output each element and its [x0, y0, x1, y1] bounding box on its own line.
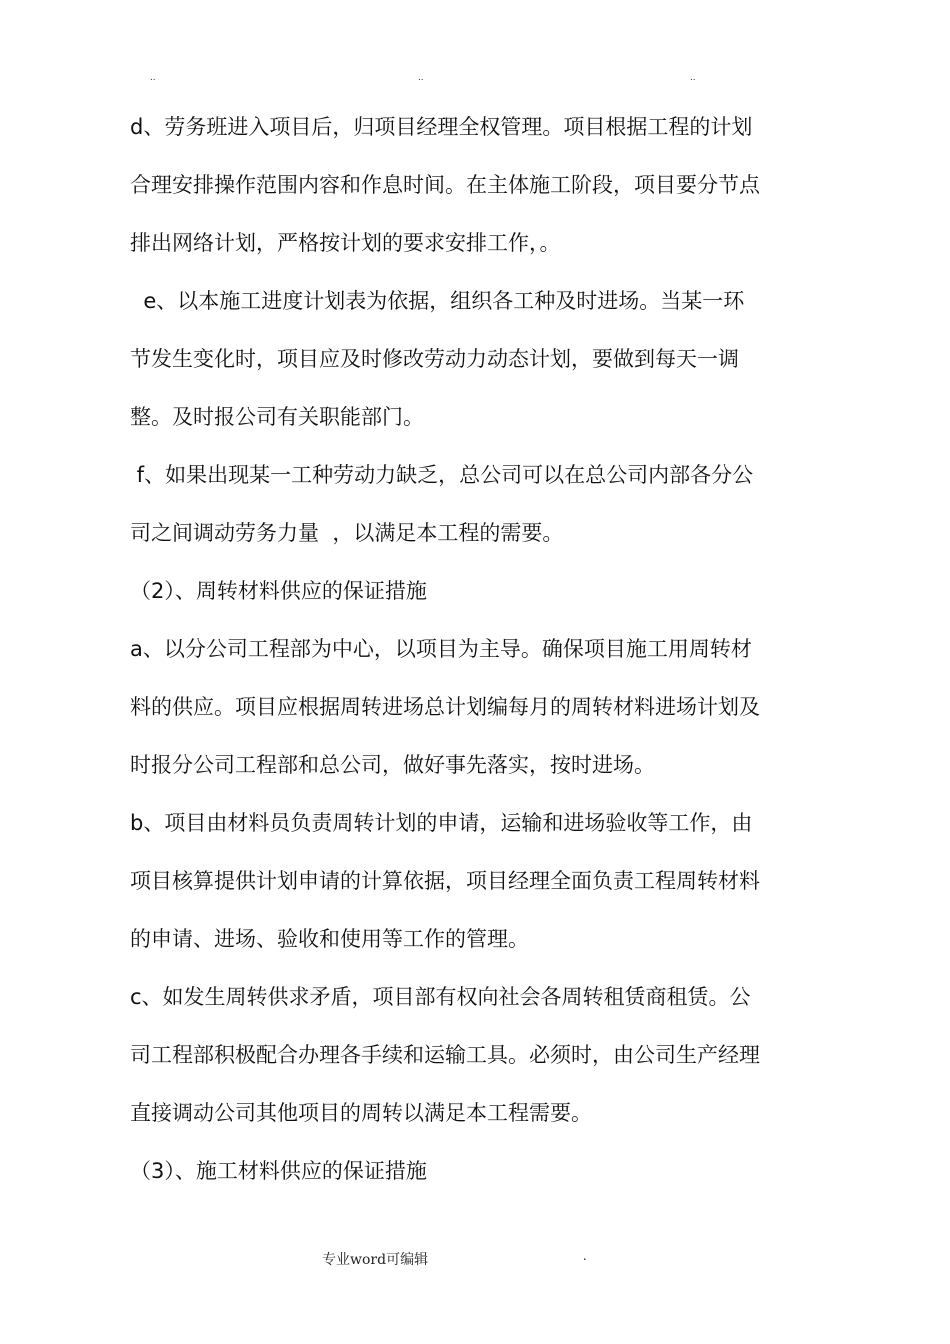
- header-mark-center: ..: [418, 72, 424, 83]
- text-line: 项目核算提供计划申请的计算依据，项目经理全面负责工程周转材料: [130, 869, 760, 893]
- text-line: f、如果出现某一工种劳动力缺乏，总公司可以在总公司内部各分公: [130, 463, 754, 487]
- header-mark-right: ..: [690, 72, 696, 83]
- text-line: 排出网络计划，严格按计划的要求安排工作，。: [130, 231, 561, 255]
- text-line: 直接调动公司其他项目的周转以满足本工程需要。: [130, 1101, 592, 1125]
- section-heading: （3）、施工材料供应的保证措施: [130, 1159, 427, 1183]
- text-line: b、项目由材料员负责周转计划的申请，运输和进场验收等工作，由: [130, 811, 753, 835]
- text-line: c、如发生周转供求矛盾，项目部有权向社会各周转租赁商租赁。公: [130, 985, 751, 1009]
- text-line: 节发生变化时，项目应及时修改劳动力动态计划，要做到每天一调: [130, 347, 739, 371]
- text-line: 的申请、进场、验收和使用等工作的管理。: [130, 927, 529, 951]
- text-line: 整。及时报公司有关职能部门。: [130, 405, 424, 429]
- text-line: d、劳务班进入项目后，归项目经理全权管理。项目根据工程的计划: [130, 115, 753, 139]
- text-line: 司之间调动劳务力量 ，以满足本工程的需要。: [130, 521, 564, 545]
- text-line: 司工程部积极配合办理各手续和运输工具。必须时，由公司生产经理: [130, 1043, 760, 1067]
- text-line: 料的供应。项目应根据周转进场总计划编每月的周转材料进场计划及: [130, 695, 760, 719]
- text-line: 时报分公司工程部和总公司，做好事先落实，按时进场。: [130, 753, 655, 777]
- footer-mark: .: [583, 1249, 587, 1264]
- text-line: 合理安排操作范围内容和作息时间。在主体施工阶段，项目要分节点: [130, 173, 760, 197]
- text-line: a、以分公司工程部为中心，以项目为主导。确保项目施工用周转材: [130, 637, 752, 661]
- section-heading: （2）、周转材料供应的保证措施: [130, 579, 427, 603]
- footer-label: 专业word可编辑: [322, 1252, 429, 1268]
- text-line: e、以本施工进度计划表为依据，组织各工种及时进场。当某一环: [130, 289, 745, 313]
- header-mark-left: ..: [150, 72, 156, 83]
